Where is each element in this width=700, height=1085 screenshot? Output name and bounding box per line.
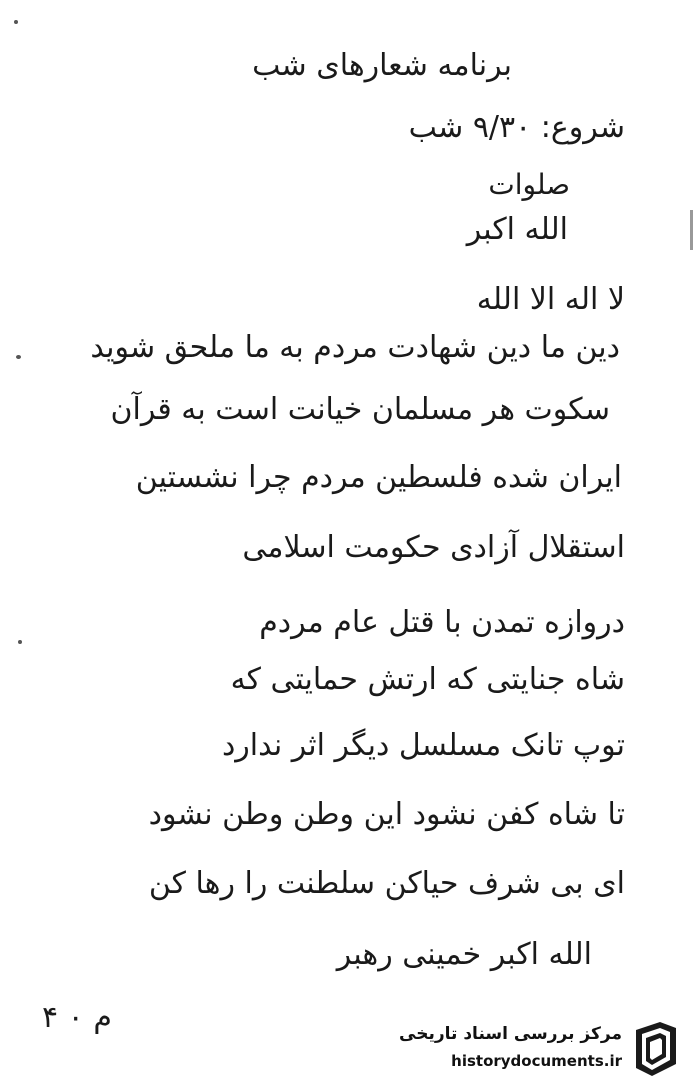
scan-edge-dot: [690, 210, 693, 250]
watermark-name: مرکز بررسی اسناد تاریخی: [399, 1024, 622, 1044]
slogan-line: الله اکبر خمینی رهبر: [336, 937, 592, 972]
archive-logo-icon: [630, 1020, 682, 1078]
slogan-line: دروازه تمدن با قتل عام مردم: [259, 605, 625, 640]
slogan-line: استقلال آزادی حکومت اسلامی: [242, 530, 625, 565]
slogan-line: تا شاه کفن نشود این وطن وطن نشود: [148, 797, 625, 832]
start-time: شروع: ۹/۳۰ شب: [408, 110, 625, 145]
scan-edge-dot: [14, 20, 18, 24]
document-title: برنامه شعارهای شب: [252, 48, 512, 83]
scan-edge-dot: [18, 640, 22, 644]
slogan-line: توپ تانک مسلسل دیگر اثر ندارد: [221, 728, 625, 763]
scan-edge-dot: [16, 355, 21, 359]
slogan-line: دین ما دین شهادت مردم به ما ملحق شوید: [90, 330, 620, 365]
watermark-url: historydocuments.ir: [451, 1052, 622, 1070]
slogan-line: الله اکبر: [466, 212, 568, 247]
watermark: [262, 1020, 682, 1080]
slogan-line: لا اله الا الله: [476, 282, 625, 317]
page-mark: م ۰ ۴: [42, 1000, 112, 1035]
slogan-line: سکوت هر مسلمان خیانت است به قرآن: [110, 392, 610, 427]
slogan-line: شاه جنایتی که ارتش حمایتی که: [230, 662, 625, 697]
slogan-line: ای بی شرف حیاکن سلطنت را رها کن: [148, 866, 625, 901]
slogan-line: صلوات: [488, 168, 570, 201]
slogan-line: ایران شده فلسطین مردم چرا نشستین: [135, 460, 622, 495]
